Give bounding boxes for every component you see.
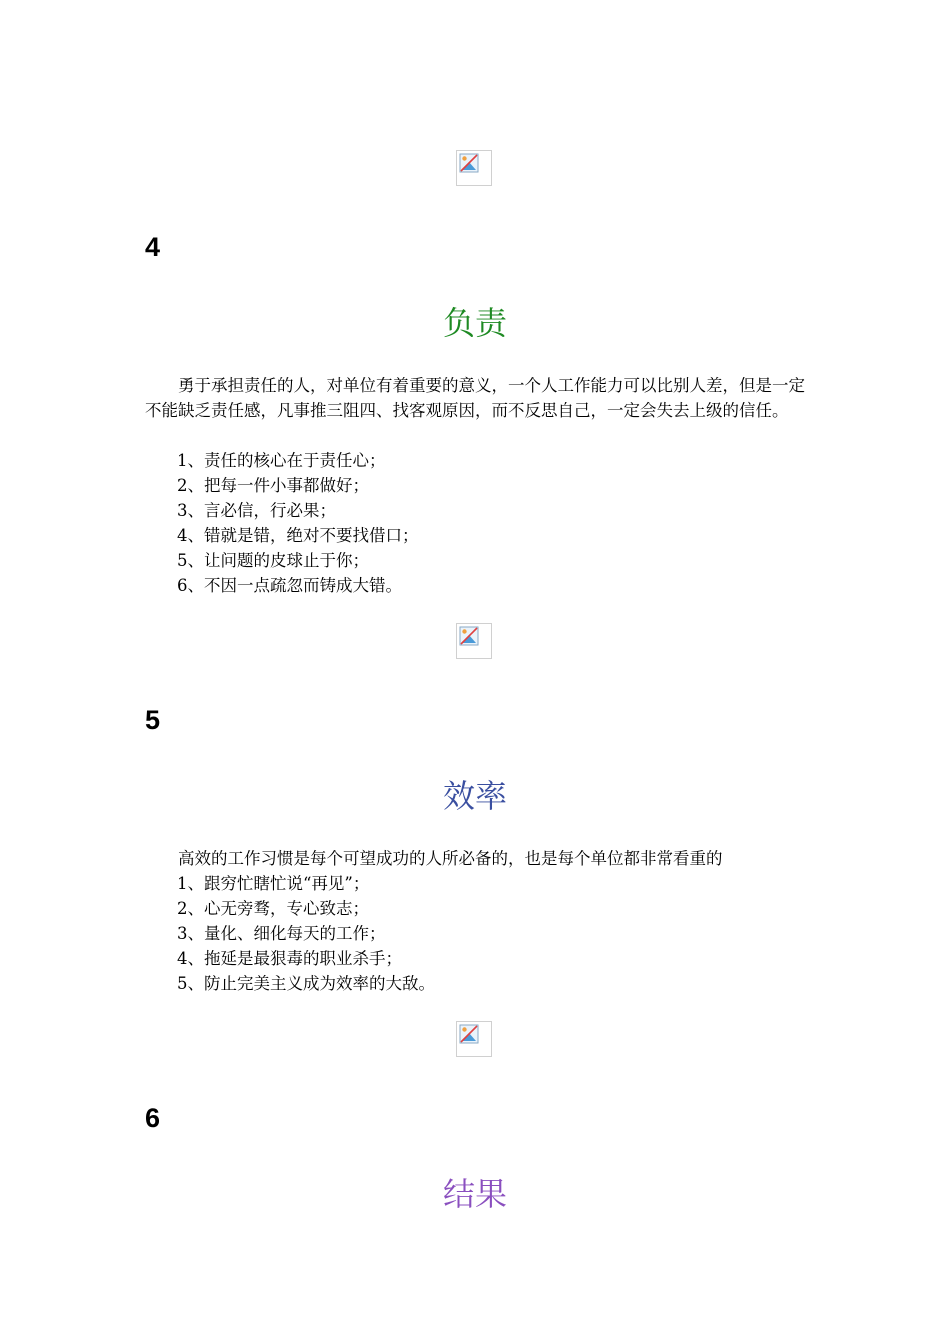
broken-image-icon bbox=[459, 626, 479, 646]
list-item: 3、言必信，行必果； bbox=[177, 501, 336, 520]
section-title-efficiency: 效率 bbox=[442, 777, 507, 815]
list-item: 4、拖延是最狠毒的职业杀手； bbox=[177, 949, 402, 968]
list-item: 3、量化、细化每天的工作； bbox=[177, 924, 386, 943]
image-placeholder-1 bbox=[456, 150, 492, 186]
section-paragraph-responsibility: 勇于承担责任的人，对单位有着重要的意义，一个人工作能力可以比别人差，但是一定不能缺乏责任感，凡事推三阻四、找客观原因，而不反思自己，一定会失去上级的信任。 bbox=[145, 376, 805, 420]
section-number-4: 4 bbox=[145, 232, 161, 262]
responsibility-list bbox=[177, 448, 419, 598]
section-title-responsibility: 负责 bbox=[442, 304, 507, 342]
image-placeholder-2 bbox=[456, 623, 492, 659]
list-item: 5、防止完美主义成为效率的大敌。 bbox=[177, 974, 435, 993]
broken-image-icon bbox=[459, 1024, 479, 1044]
list-item: 4、错就是错，绝对不要找借口； bbox=[177, 526, 419, 545]
section-title-results: 结果 bbox=[442, 1175, 507, 1213]
efficiency-list bbox=[177, 871, 435, 996]
image-placeholder-3 bbox=[456, 1021, 492, 1057]
section-number-6: 6 bbox=[145, 1103, 161, 1133]
list-item: 1、责任的核心在于责任心； bbox=[177, 451, 386, 470]
list-item: 1、跟穷忙瞎忙说“再见”； bbox=[177, 874, 370, 893]
section-paragraph-efficiency: 高效的工作习惯是每个可望成功的人所必备的，也是每个单位都非常看重的 bbox=[178, 849, 723, 868]
list-item: 6、不因一点疏忽而铸成大错。 bbox=[177, 576, 402, 595]
section-number-5: 5 bbox=[145, 705, 161, 735]
broken-image-icon bbox=[459, 153, 479, 173]
list-item: 2、心无旁骛，专心致志； bbox=[177, 899, 369, 918]
list-item: 2、把每一件小事都做好； bbox=[177, 476, 369, 495]
list-item: 5、让问题的皮球止于你； bbox=[177, 551, 369, 570]
